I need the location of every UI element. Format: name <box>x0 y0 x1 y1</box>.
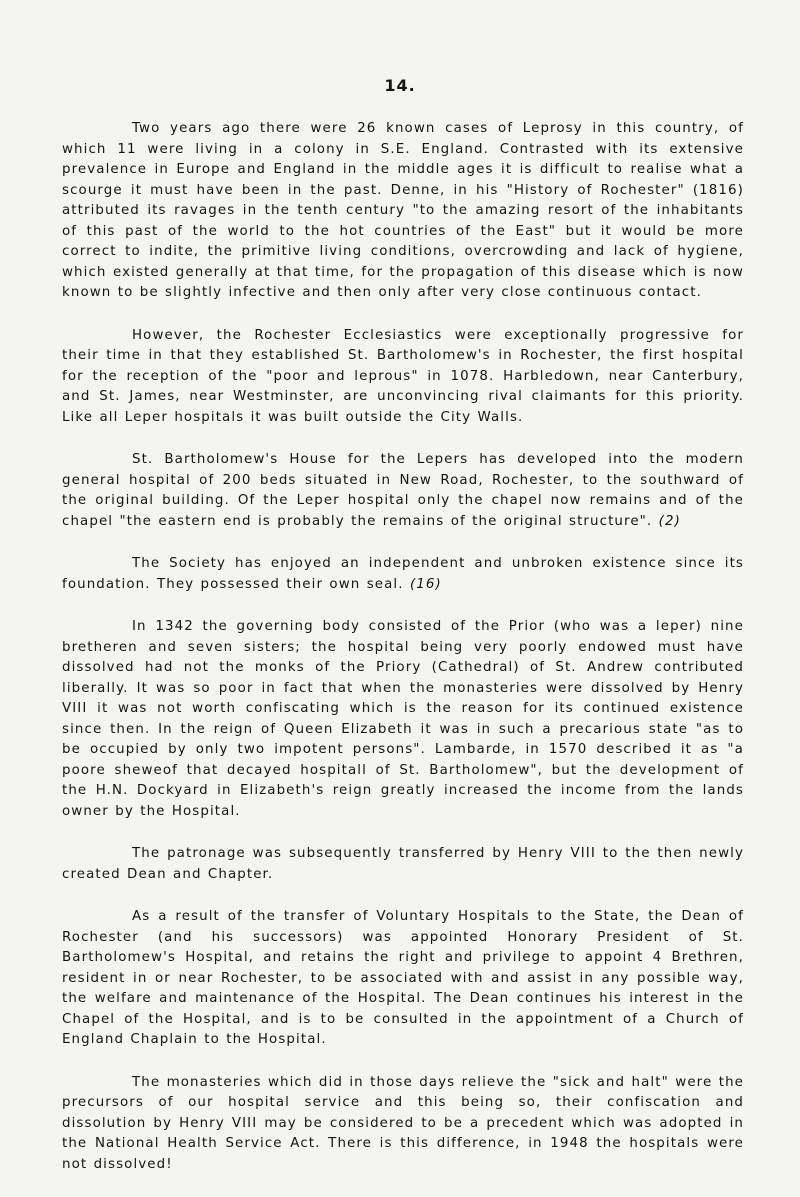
paragraph-society-seal <box>62 554 744 595</box>
reference-marker: (2) <box>658 513 681 529</box>
paragraph-voluntary-hospitals <box>62 907 744 1051</box>
paragraph-text: As a result of the transfer of Voluntary Hospitals to the State, the Dean of Rochester (and his successors) was appointed Honorary President of St. Bartholomew's Hospital, and retains the right and privilege to appoint 4 Brethren, resident in or near Rochester, to be associated with and assist in any possible way, the welfare and maintenance of the Hospital. The Dean continues his interest in the Chapel of the Hospital, and is to be consulted in the appointment of a Church of England Chaplain to the Hospital. <box>62 909 744 1047</box>
paragraph-text: The monasteries which did in those days relieve the "sick and halt" were the precursors of our hospital service and this being so, their confiscation and dissolution by Henry VIII may be considered to be a precedent which was adopted in the National Health Service Act. There is this difference, in 1948 the hospitals were not dissolved! <box>62 1074 744 1172</box>
paragraph-text: However, the Rochester Ecclesiastics were exceptionally progressive for their time in that they established St. Bartholomew's in Rochester, the first hospital for the reception of the "poor and leprous" in 1078. Harbledown, near Canterbury, and St. James, near Westminster, are unconvincing rival claimants for this priority. Like all Leper hospitals it was built outside the City Walls. <box>62 327 744 425</box>
page-number: 14. <box>384 76 416 95</box>
paragraph-governing-body <box>62 617 744 822</box>
paragraph-patronage <box>62 844 744 885</box>
reference-marker: (16) <box>409 576 442 592</box>
paragraph-text: The patronage was subsequently transferred by Henry VIII to the then newly created Dean and Chapter. <box>62 846 744 882</box>
paragraph-monasteries <box>62 1073 744 1176</box>
paragraph-text: Two years ago there were 26 known cases of Leprosy in this country, of which 11 were living in a colony in S.E. England. Contrasted with its extensive prevalence in Europe and England in the middle ages it is difficult to realise what a scourge it must have been in the past. Denne, in his "History of Rochester" (1816) attributed its ravages in the tenth century "to the amazing resort of the inhabitants of this past of the world to the hot countries of the East" but it would be more correct to indite, the primitive living conditions, overcrowding and lack of hygiene, which existed generally at that time, for the propagation of this disease which is now known to be slightly infective and then only after very close continuous contact. <box>62 121 744 300</box>
paragraph-text: The Society has enjoyed an independent and unbroken existence since its foundation. They possessed their own seal. <box>62 556 744 592</box>
body-text <box>62 119 744 1197</box>
paragraph-leprosy-history <box>62 119 744 304</box>
paragraph-rochester-ecclesiastics <box>62 326 744 429</box>
paragraph-leper-house <box>62 450 744 532</box>
paragraph-text: In 1342 the governing body consisted of the Prior (who was a leper) nine bretheren and seven sisters; the hospital being very poorly endowed must have dissolved had not the monks of the Priory (Cathedral) of St. Andrew contributed liberally. It was so poor in fact that when the monasteries were dissolved by Henry VIII it was not worth confiscating which is the reason for its continued existence since then. In the reign of Queen Elizabeth it was in such a precarious state "as to be occupied by only two impotent persons". Lambarde, in 1570 described it as "a poore sheweof that decayed hospitall of St. Bartholomew", but the development of the H.N. Dockyard in Elizabeth's reign greatly increased the income from the lands owner by the Hospital. <box>62 619 744 819</box>
paragraph-text: St. Bartholomew's House for the Lepers has developed into the modern general hospital of 200 beds situated in New Road, Rochester, to the southward of the original building. Of the Leper hospital only the chapel now remains and of the chapel "the eastern end is probably the remains of the original structure". <box>62 452 744 529</box>
